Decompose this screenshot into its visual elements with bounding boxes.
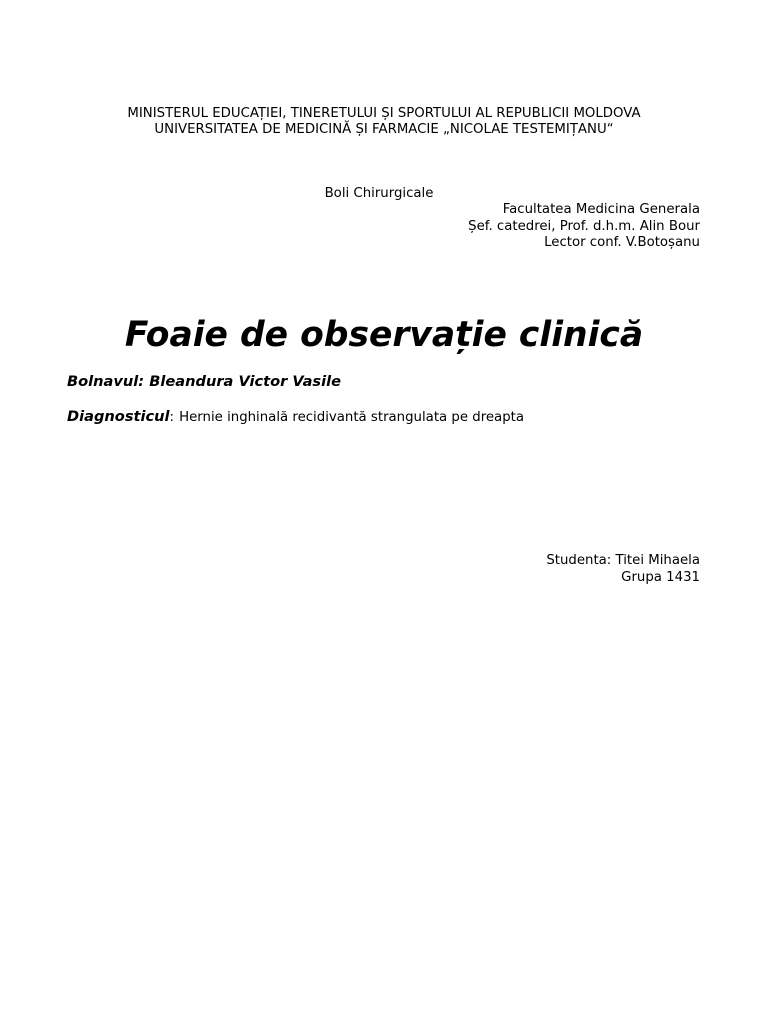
document-title: Foaie de observație clinică bbox=[124, 315, 644, 355]
student-group-line: Grupa 1431 bbox=[621, 569, 700, 585]
diagnosis-label: Diagnosticul bbox=[67, 408, 170, 425]
student-block bbox=[546, 553, 700, 586]
subject-name: Boli Chirurgicale bbox=[324, 186, 434, 201]
patient-name: Bleandura Victor Vasile bbox=[149, 373, 342, 390]
university-header: UNIVERSITATEA DE MEDICINĂ ȘI FARMACIE „NICOLAE TESTEMIȚANU“ bbox=[154, 122, 614, 137]
diagnosis-field bbox=[67, 407, 524, 427]
ministry-header: MINISTERUL EDUCAȚIEI, TINERETULUI ȘI SPORTULUI AL REPUBLICII MOLDOVA bbox=[127, 106, 641, 121]
student-name-line: Studenta: Titei Mihaela bbox=[546, 553, 700, 568]
faculty-line: Facultatea Medicina Generala bbox=[502, 202, 700, 217]
lecturer-line: Lector conf. V.Botoșanu bbox=[544, 235, 700, 250]
patient-field bbox=[67, 372, 341, 391]
patient-label: Bolnavul: bbox=[67, 373, 145, 390]
head-of-department-line: Șef. catedrei, Prof. d.h.m. Alin Bour bbox=[468, 218, 700, 234]
diagnosis-separator: : bbox=[169, 410, 175, 425]
department-block bbox=[468, 202, 700, 252]
diagnosis-value: Hernie inghinală recidivantă strangulata pe dreapta bbox=[179, 410, 524, 425]
